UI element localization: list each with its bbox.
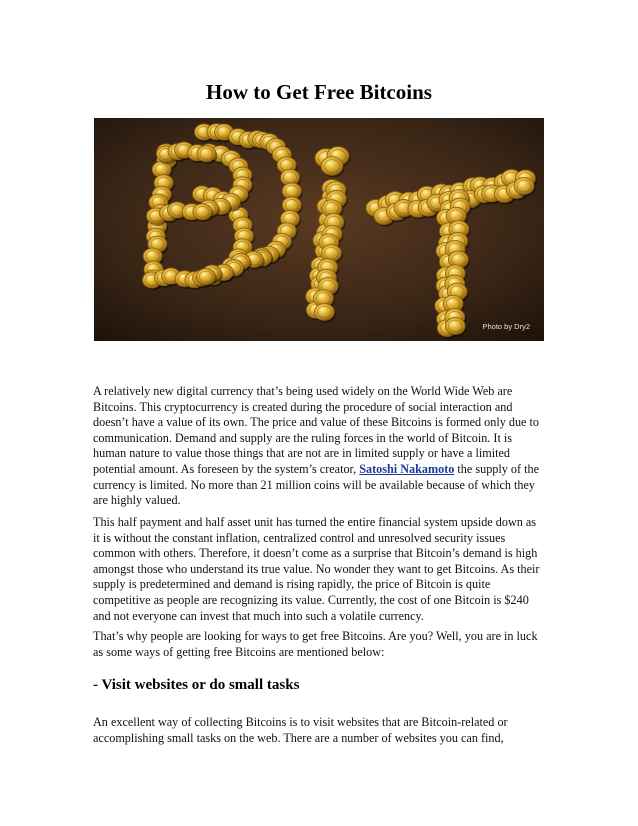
free-bitcoins-paragraph: That’s why people are looking for ways to get free Bitcoins. Are you? Well, you are in luck as some ways of getting free Bitcoins are mentioned below: <box>93 629 538 659</box>
intro-text-start: A relatively new digital currency that’s being used widely on the World Wide Web are Bitcoins. This cryptocurrency is created during the procedure of social interaction and doesn’t have a value of its own. The price and value of these Bitcoins is formed only due to communication. Demand and supply are the ruling forces in the world of Bitcoin. It is human nature to value those things that are not are in limited supply or have a limited potential amount. As foreseen by the system’s creator, <box>93 384 539 476</box>
collecting-bitcoins-paragraph: An excellent way of collecting Bitcoins is to visit websites that are Bitcoin-related or accomplishing small tasks on the web. There are a number of websites you can find, <box>93 715 508 745</box>
intro-text-end: the supply of the currency is limited. No more than 21 million coins will be available because of which they are highly valued. <box>93 461 539 508</box>
page-title: How to Get Free Bitcoins <box>206 80 432 104</box>
photo-credit: Photo by Dry2 <box>482 322 530 331</box>
section-heading-visit-websites: - Visit websites or do small tasks <box>93 677 300 693</box>
coins-illustration <box>94 118 544 341</box>
bitcoin-coins-photo <box>94 118 544 341</box>
satoshi-nakamoto-link[interactable]: Satoshi Nakamoto <box>359 461 455 476</box>
financial-system-paragraph: This half payment and half asset unit has turned the entire financial system upside down as it is without the constant inflation, centralized control and unresolved security issues common with others. Therefore, it doesn’t come as a surprise that Bitcoin’s demand is high amongst those who understand its true value. No wonder they want to get Bitcoins. As their supply is predetermined and demand is rising rapidly, the price of Bitcoin is quite competitive as people are recognizing its value. Currently, the cost of one Bitcoin is $240 and not everyone can invest that much into such a volatile currency. <box>93 515 540 623</box>
intro-paragraph <box>93 384 545 509</box>
